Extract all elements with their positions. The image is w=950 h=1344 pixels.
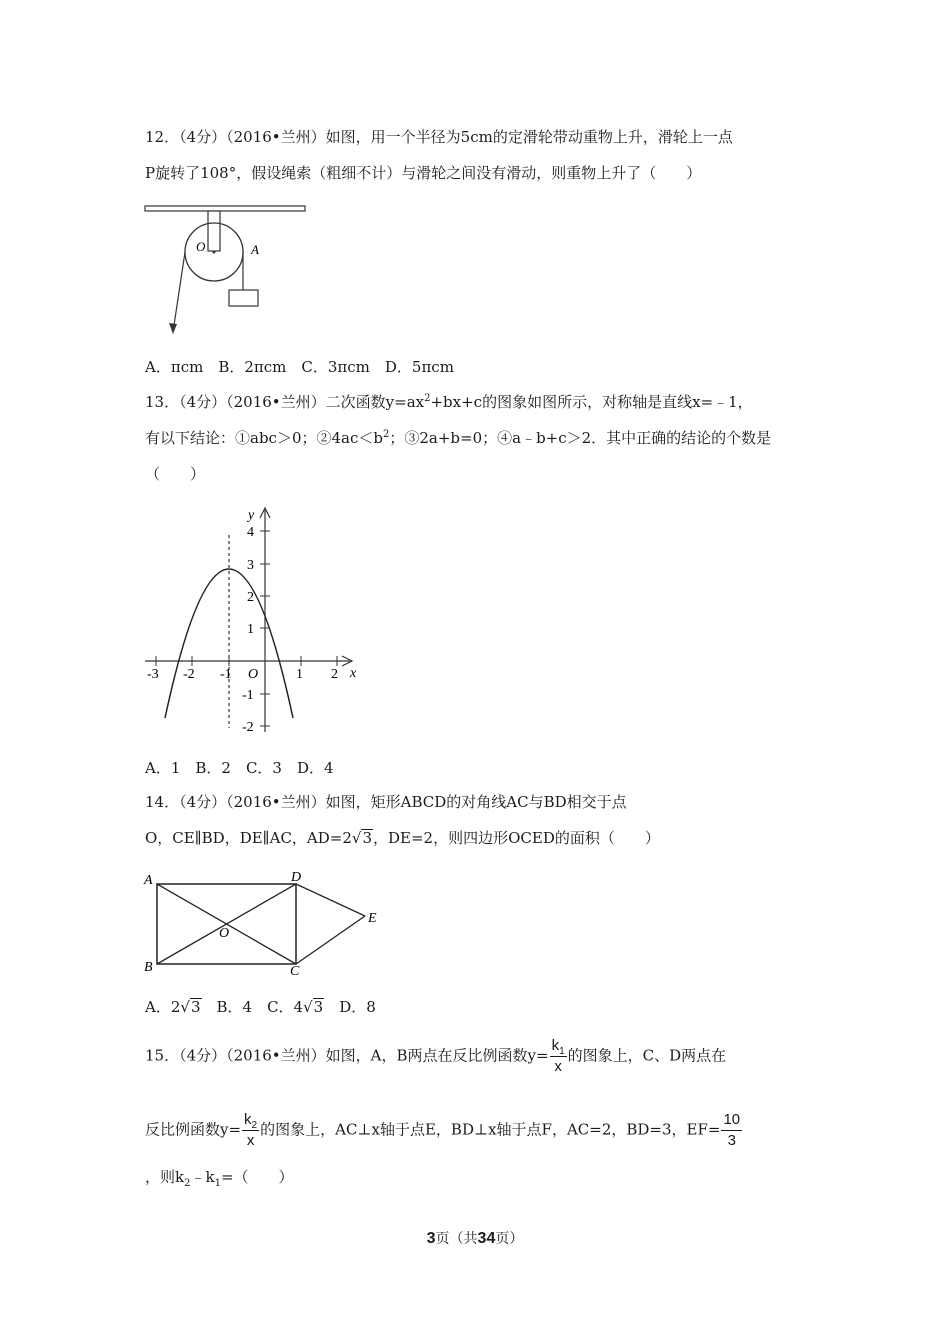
ceiling-bar xyxy=(145,206,305,211)
q13-stem-line3: （ ） xyxy=(145,465,206,483)
q13-stem-line1: 13．（4分）（2016•兰州）二次函数$y=ax^2+bx+c$的图象如图所示，对称轴是直线x=﹣1， xyxy=(145,393,753,411)
q15-stem-line1: 15．（4分）（2016•兰州）如图，A，B两点在反比例函数y= $\frac{k_1}{x}$ 的图象上，C、D两点在 xyxy=(145,1037,727,1075)
center-point xyxy=(213,251,216,254)
q12-options: A．πcm B．2πcm C．3πcm D．5πcm xyxy=(145,358,454,376)
x-tick-2: 2 xyxy=(331,667,338,682)
q14-stem-line1: 14．（4分）（2016•兰州）如图，矩形ABCD的对角线AC与BD相交于点 xyxy=(145,793,627,811)
segment-de xyxy=(296,884,365,916)
label-a: A xyxy=(251,242,259,257)
y-tick-2: 2 xyxy=(247,590,254,605)
q15-stem-line3: ，则$k_2﹣k_1=$（ ） xyxy=(145,1168,294,1189)
q15-stem-line2: 反比例函数y= $\frac{k_2}{x}$ 的图象上，AC⊥x轴于点E，BD⊥x轴于点F，AC=2，BD=3，EF= $\frac{10}{3}$ xyxy=(145,1111,741,1149)
label-o: O xyxy=(196,239,206,254)
segment-ce xyxy=(296,916,365,964)
label-d: D xyxy=(291,870,302,885)
q13-stem-line2: 有以下结论：①abc＞0；$②4ac<b^2$；③2a+b=0；④a﹣b+c＞2．其中正确的结论的个数是 xyxy=(145,429,772,447)
label-a: A xyxy=(144,873,153,888)
label-c: C xyxy=(290,964,300,979)
y-tick-4: 4 xyxy=(247,525,254,540)
page-number: 3 xyxy=(426,1230,436,1247)
label-o: O xyxy=(219,926,230,941)
x-tick-neg1: -1 xyxy=(220,667,232,682)
label-b: B xyxy=(144,960,153,975)
y-tick-neg2: -2 xyxy=(242,720,254,735)
pulley-bracket xyxy=(208,211,220,251)
q12-stem-line1: 12．（4分）（2016•兰州）如图，用一个半径为5cm的定滑轮带动重物上升，滑轮上一点 xyxy=(145,128,733,146)
x-tick-1: 1 xyxy=(296,667,303,682)
y-tick-neg1: -1 xyxy=(242,688,254,703)
origin-label: O xyxy=(248,667,259,682)
page-footer: 3页（共34页） xyxy=(426,1230,524,1247)
q14-options: A．2√3 B．4 C．4√3 D．8 xyxy=(145,998,376,1016)
total-pages: 34 xyxy=(477,1230,496,1247)
weight-block xyxy=(229,290,258,306)
fraction-k1-over-x: $\frac{k_1}{x}$ xyxy=(551,1037,565,1075)
x-axis-label: x xyxy=(350,666,357,681)
y-axis-label: y xyxy=(248,508,255,523)
q12-pulley-figure xyxy=(140,200,320,340)
q14-stem-line2: O，CE∥BD，DE∥AC，AD=2√3，DE=2，则四边形OCED的面积（ ） xyxy=(145,829,660,847)
label-e: E xyxy=(368,911,377,926)
q13-parabola-graph xyxy=(140,500,370,745)
x-tick-neg2: -2 xyxy=(183,667,195,682)
q14-rectangle-figure xyxy=(140,866,390,981)
q13-options: A．1 B．2 C．3 D．4 xyxy=(145,759,334,777)
q12-stem-line2: P旋转了108°，假设绳索（粗细不计）与滑轮之间没有滑动，则重物上升了（ ） xyxy=(145,164,702,182)
fraction-k2-over-x: $\frac{k_2}{x}$ xyxy=(244,1111,258,1149)
x-tick-neg3: -3 xyxy=(147,667,159,682)
fraction-10-over-3: $\frac{10}{3}$ xyxy=(723,1111,741,1149)
rope-arrow-head xyxy=(169,323,177,334)
y-tick-1: 1 xyxy=(247,622,254,637)
y-tick-3: 3 xyxy=(247,558,254,573)
rope-left xyxy=(173,252,185,332)
